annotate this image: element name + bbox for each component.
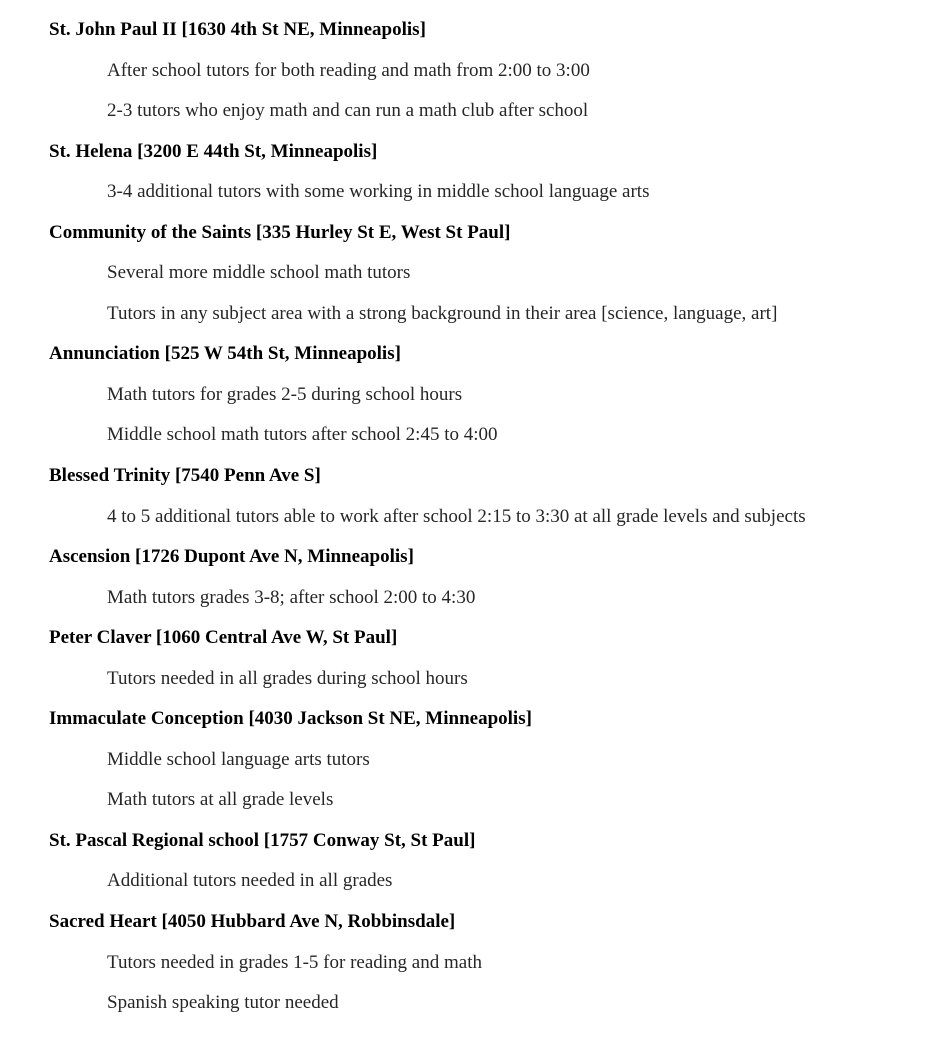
school-need: Math tutors at all grade levels xyxy=(107,789,334,811)
school-need: 4 to 5 additional tutors able to work after school 2:15 to 3:30 at all grade levels and subjects xyxy=(107,505,806,527)
school-entry xyxy=(49,537,908,618)
school-need: 2-3 tutors who enjoy math and can run a math club after school xyxy=(107,100,589,122)
school-name: Peter Claver [1060 Central Ave W, St Paul] xyxy=(49,627,398,649)
school-need: Middle school language arts tutors xyxy=(107,748,370,770)
school-name: St. Helena [3200 E 44th St, Minneapolis] xyxy=(49,140,378,162)
school-name: Immaculate Conception [4030 Jackson St NE, Minneapolis] xyxy=(49,708,532,730)
school-entry xyxy=(49,699,908,821)
school-entry xyxy=(49,456,908,537)
school-need: Spanish speaking tutor needed xyxy=(107,992,339,1014)
school-need: Several more middle school math tutors xyxy=(107,262,411,284)
school-need: After school tutors for both reading and math from 2:00 to 3:00 xyxy=(107,59,590,81)
school-name: St. Pascal Regional school [1757 Conway St, St Paul] xyxy=(49,829,476,851)
school-name: Community of the Saints [335 Hurley St E, West St Paul] xyxy=(49,221,511,243)
school-entry xyxy=(49,213,908,335)
school-entry xyxy=(49,821,908,902)
school-entry xyxy=(49,132,908,213)
school-entry xyxy=(49,334,908,456)
school-name: Blessed Trinity [7540 Penn Ave S] xyxy=(49,465,321,487)
school-name: St. John Paul II [1630 4th St NE, Minneapolis] xyxy=(49,19,426,40)
school-need: Math tutors grades 3-8; after school 2:00 to 4:30 xyxy=(107,586,476,608)
school-need: Tutors needed in grades 1-5 for reading and math xyxy=(107,951,482,973)
school-need: Tutors needed in all grades during school hours xyxy=(107,667,468,689)
school-need: Middle school math tutors after school 2:45 to 4:00 xyxy=(107,424,498,446)
school-entry xyxy=(49,902,908,1024)
school-entry xyxy=(49,618,908,699)
school-need: Tutors in any subject area with a strong background in their area [science, language, art] xyxy=(107,302,778,324)
school-name: Ascension [1726 Dupont Ave N, Minneapolis] xyxy=(49,546,414,568)
school-need: Math tutors for grades 2-5 during school hours xyxy=(107,383,463,405)
school-need: Additional tutors needed in all grades xyxy=(107,870,393,892)
school-name: Annunciation [525 W 54th St, Minneapolis] xyxy=(49,343,401,365)
school-entry xyxy=(49,10,908,132)
tutoring-needs-list xyxy=(49,10,908,1024)
school-name: Sacred Heart [4050 Hubbard Ave N, Robbinsdale] xyxy=(49,911,456,933)
school-need: 3-4 additional tutors with some working in middle school language arts xyxy=(107,181,650,203)
